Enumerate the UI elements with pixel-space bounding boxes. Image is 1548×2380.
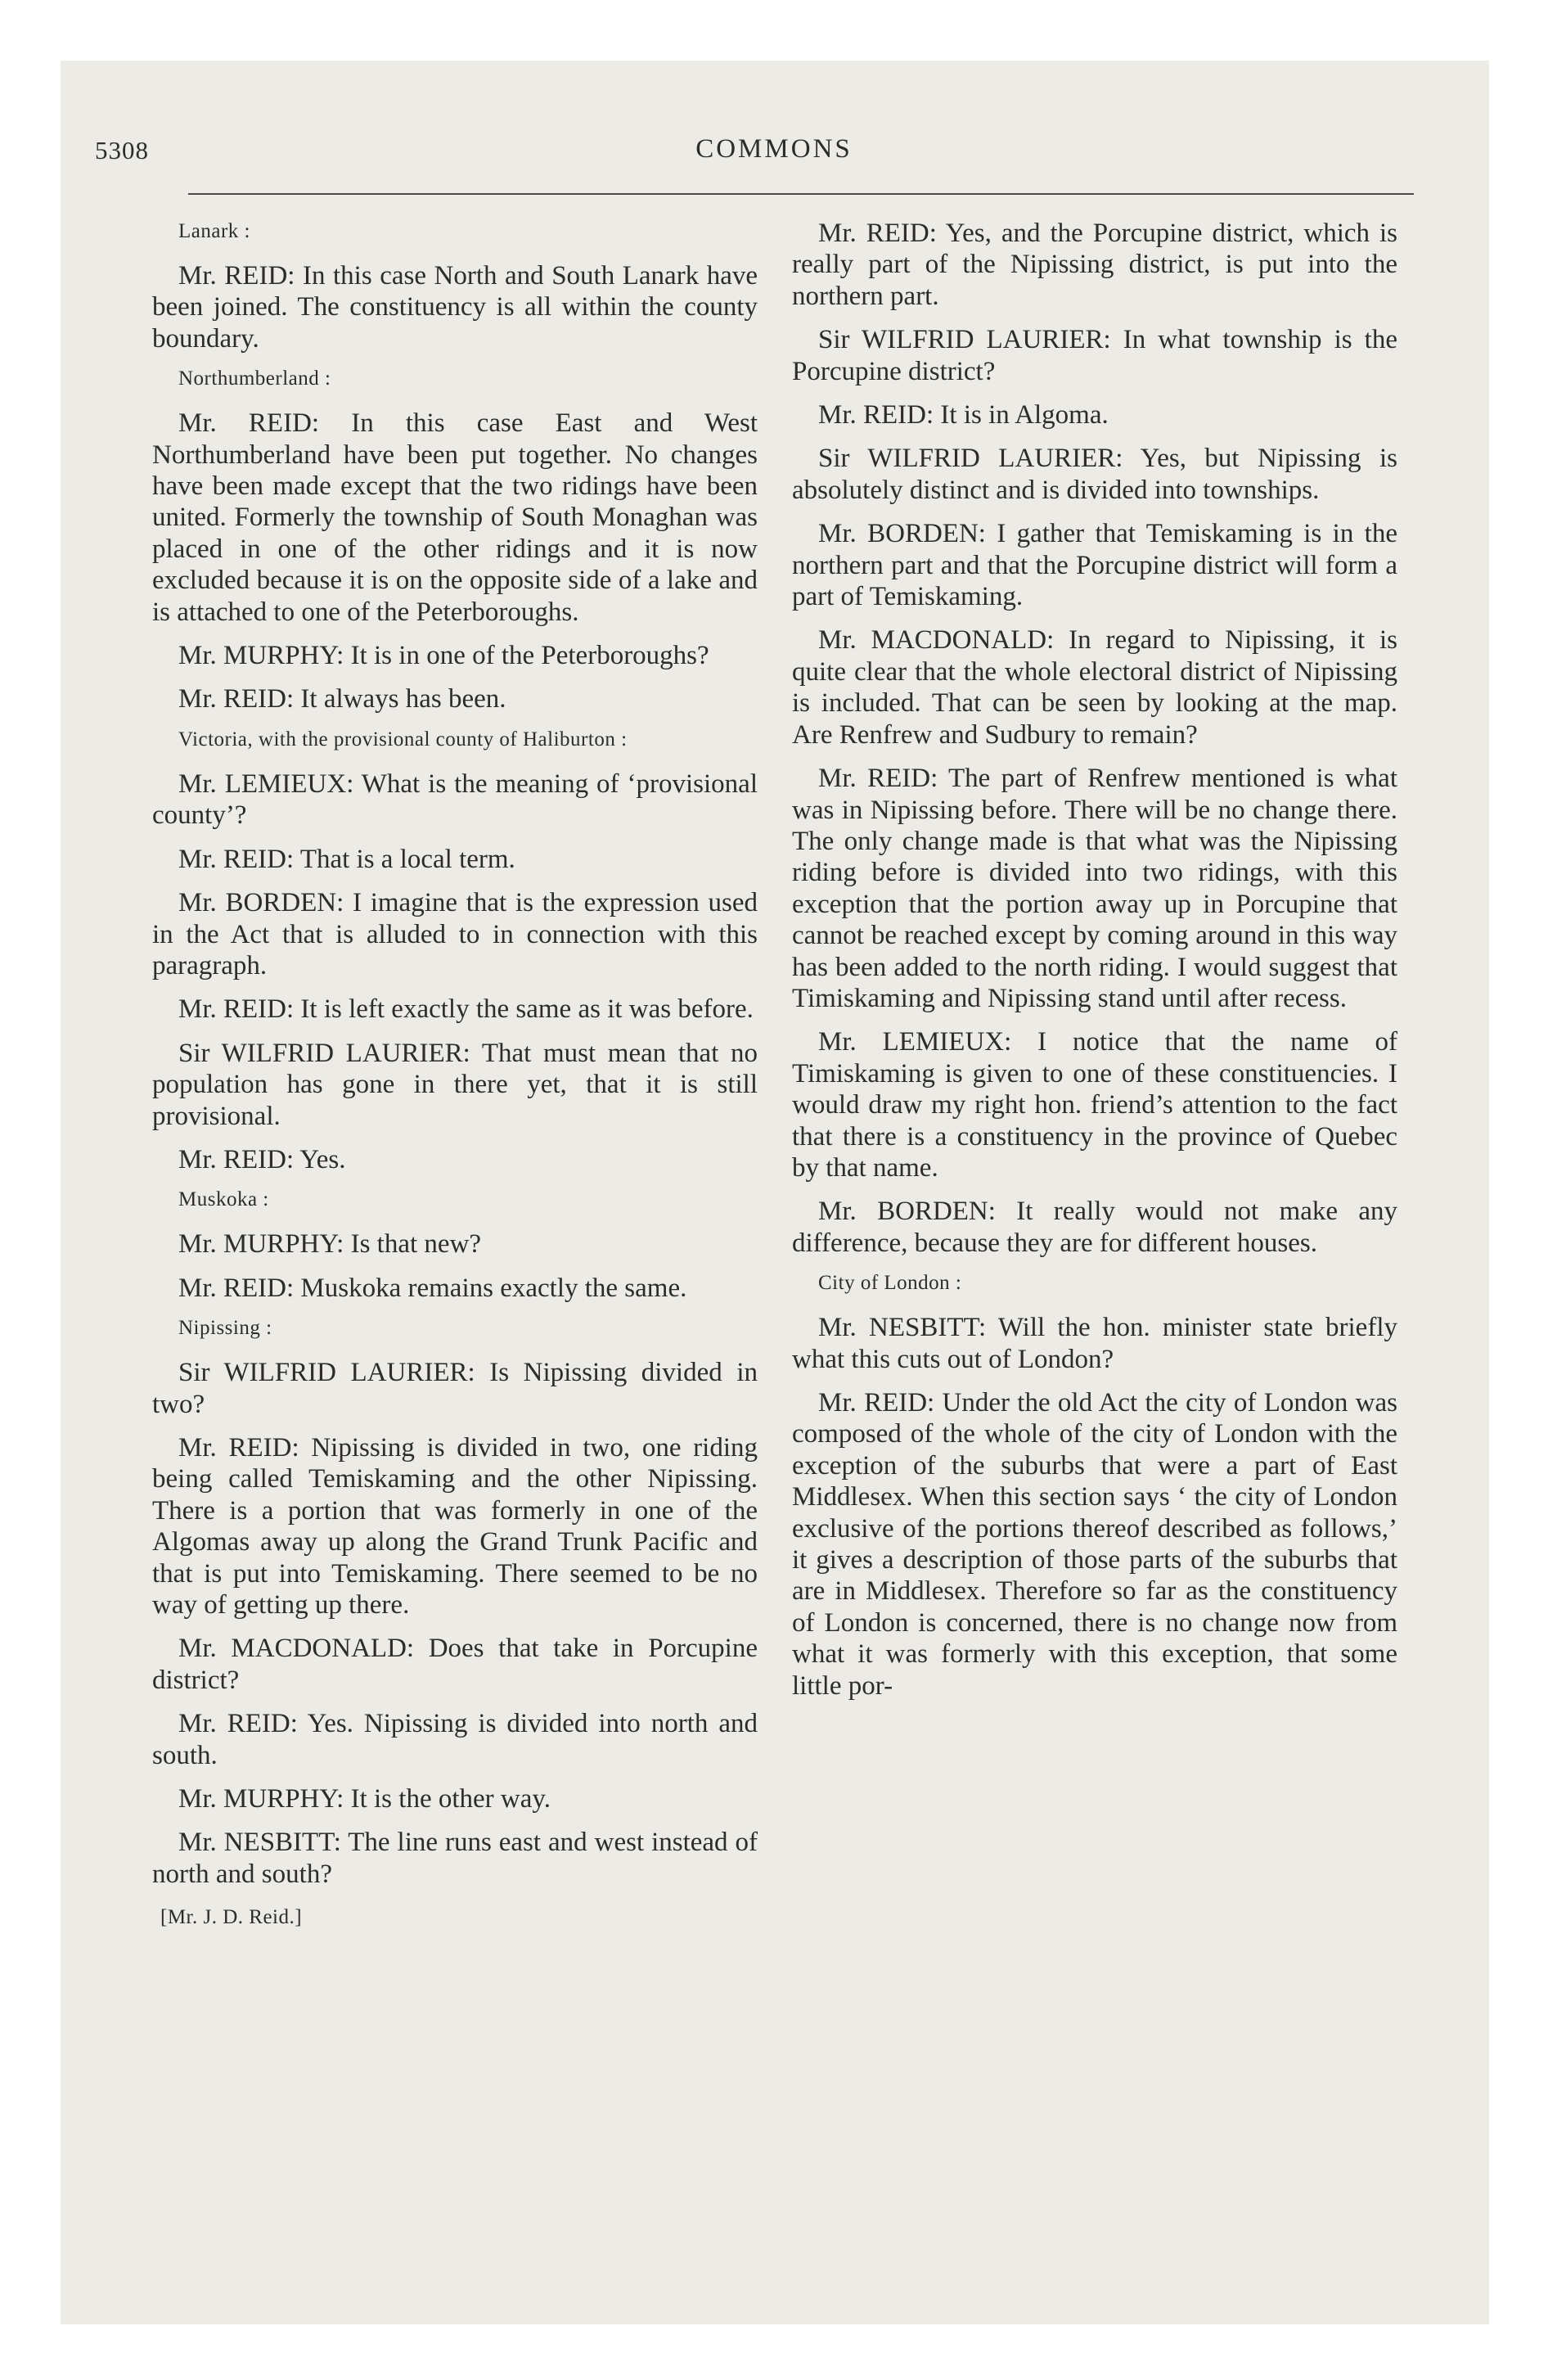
left-column — [152, 214, 758, 1946]
speech-paragraph: Mr. REID: Under the old Act the city of London was composed of the whole of the city of London with the exception of the suburbs that were a part of East Middlesex. When this section says ‘ the city of London exclusive of the portions thereof described as follows,’ it gives a description of those parts of the suburbs that are in Middlesex. Therefore so far as the constituency of London is concerned, there is no change now from what it was formerly with this exception, that some little por- — [792, 1388, 1397, 1701]
speech-paragraph: Mr. MACDONALD: Does that take in Porcupine district? — [152, 1634, 758, 1695]
speech-paragraph: Mr. LEMIEUX: I notice that the name of Timiskaming is given to one of these constituencies. I would draw my right hon. friend’s attention to the fact that there is a constituency in the province of Quebec by that name. — [792, 1027, 1397, 1183]
speech-paragraph: Mr. NESBITT: The line runs east and west instead of north and south? — [152, 1828, 758, 1889]
section-heading: City of London : — [818, 1272, 962, 1295]
speech-paragraph: Mr. REID: Muskoka remains exactly the same. — [178, 1273, 687, 1303]
speech-paragraph: Mr. REID: In this case East and West Northumberland have been put together. No changes have been made except that the two ridings have been united. Formerly the township of South Monaghan was placed in one of the other ridings and it is now excluded because it is on the opposite side of a lake and is attached to one of the Peterboroughs. — [152, 408, 758, 627]
page-number: 5308 — [95, 136, 149, 165]
speech-paragraph: Mr. MURPHY: Is that new? — [178, 1229, 482, 1260]
speech-paragraph: Mr. REID: That is a local term. — [178, 844, 515, 874]
speech-paragraph: Mr. MACDONALD: In regard to Nipissing, it is quite clear that the whole electoral district of Nipissing is included. That can be seen by looking at the map. Are Renfrew and Sudbury to remain? — [792, 625, 1397, 750]
speech-paragraph: Mr. REID: Yes. — [178, 1144, 346, 1174]
speech-paragraph: Mr. REID: Yes, and the Porcupine district, which is really part of the Nipissing district, is put into the northern part. — [792, 219, 1397, 311]
speech-paragraph: Mr. REID: In this case North and South Lanark have been joined. The constituency is all within the county boundary. — [152, 261, 758, 354]
section-heading: Victoria, with the provisional county of Haliburton : — [178, 728, 628, 751]
speech-paragraph: Sir WILFRID LAURIER: Yes, but Nipissing is absolutely distinct and is divided into townships. — [792, 444, 1397, 505]
section-heading: Muskoka : — [178, 1188, 269, 1211]
speech-paragraph: Mr. NESBITT: Will the hon. minister state briefly what this cuts out of London? — [792, 1313, 1397, 1374]
speech-paragraph: Mr. BORDEN: I imagine that is the expression used in the Act that is alluded to in connection with this paragraph. — [152, 888, 758, 980]
speech-paragraph: Mr. BORDEN: It really would not make any difference, because they are for different houses. — [792, 1197, 1397, 1258]
speech-paragraph: Mr. REID: The part of Renfrew mentioned is what was in Nipissing before. There will be no change there. The only change made is that what was the Nipissing riding before is divided into two ridings, with this exception that the portion away up in Porcupine that cannot be reached except by coming around in this way has been added to the north riding. I would suggest that Timiskaming and Nipissing stand until after recess. — [792, 764, 1397, 1013]
speech-paragraph: Mr. MURPHY: It is in one of the Peterboroughs? — [178, 641, 709, 671]
speech-paragraph: Mr. BORDEN: I gather that Temiskaming is in the northern part and that the Porcupine district will form a part of Temiskaming. — [792, 519, 1397, 612]
speech-paragraph: Sir WILFRID LAURIER: Is Nipissing divided in two? — [152, 1358, 758, 1419]
section-heading: Lanark : — [178, 220, 250, 242]
right-column — [792, 218, 1397, 1714]
speech-paragraph: Mr. REID: It is in Algoma. — [818, 400, 1109, 430]
speech-paragraph: Mr. REID: It is left exactly the same as it was before. — [178, 994, 754, 1025]
speech-paragraph: Sir WILFRID LAURIER: In what township is the Porcupine district? — [792, 325, 1397, 386]
speaker-attribution: [Mr. J. D. Reid.] — [160, 1906, 303, 1929]
speech-paragraph: Sir WILFRID LAURIER: That must mean that no population has gone in there yet, that it is still provisional. — [152, 1038, 758, 1131]
speech-paragraph: Mr. REID: Yes. Nipissing is divided into north and south. — [152, 1709, 758, 1770]
header-rule — [188, 193, 1414, 195]
speech-paragraph: Mr. REID: It always has been. — [178, 684, 506, 714]
section-heading: Northumberland : — [178, 367, 331, 390]
speech-paragraph: Mr. REID: Nipissing is divided in two, one riding being called Temiskaming and the other Nipissing. There is a portion that was formerly in one of the Algomas away up along the Grand Trunk Pacific and that is put into Temiskaming. There seemed to be no way of getting up there. — [152, 1432, 758, 1620]
speech-paragraph: Mr. MURPHY: It is the other way. — [178, 1784, 551, 1814]
running-head: COMMONS — [695, 134, 853, 164]
speech-paragraph: Mr. LEMIEUX: What is the meaning of ‘provisional county’? — [152, 769, 758, 831]
section-heading: Nipissing : — [178, 1317, 272, 1340]
